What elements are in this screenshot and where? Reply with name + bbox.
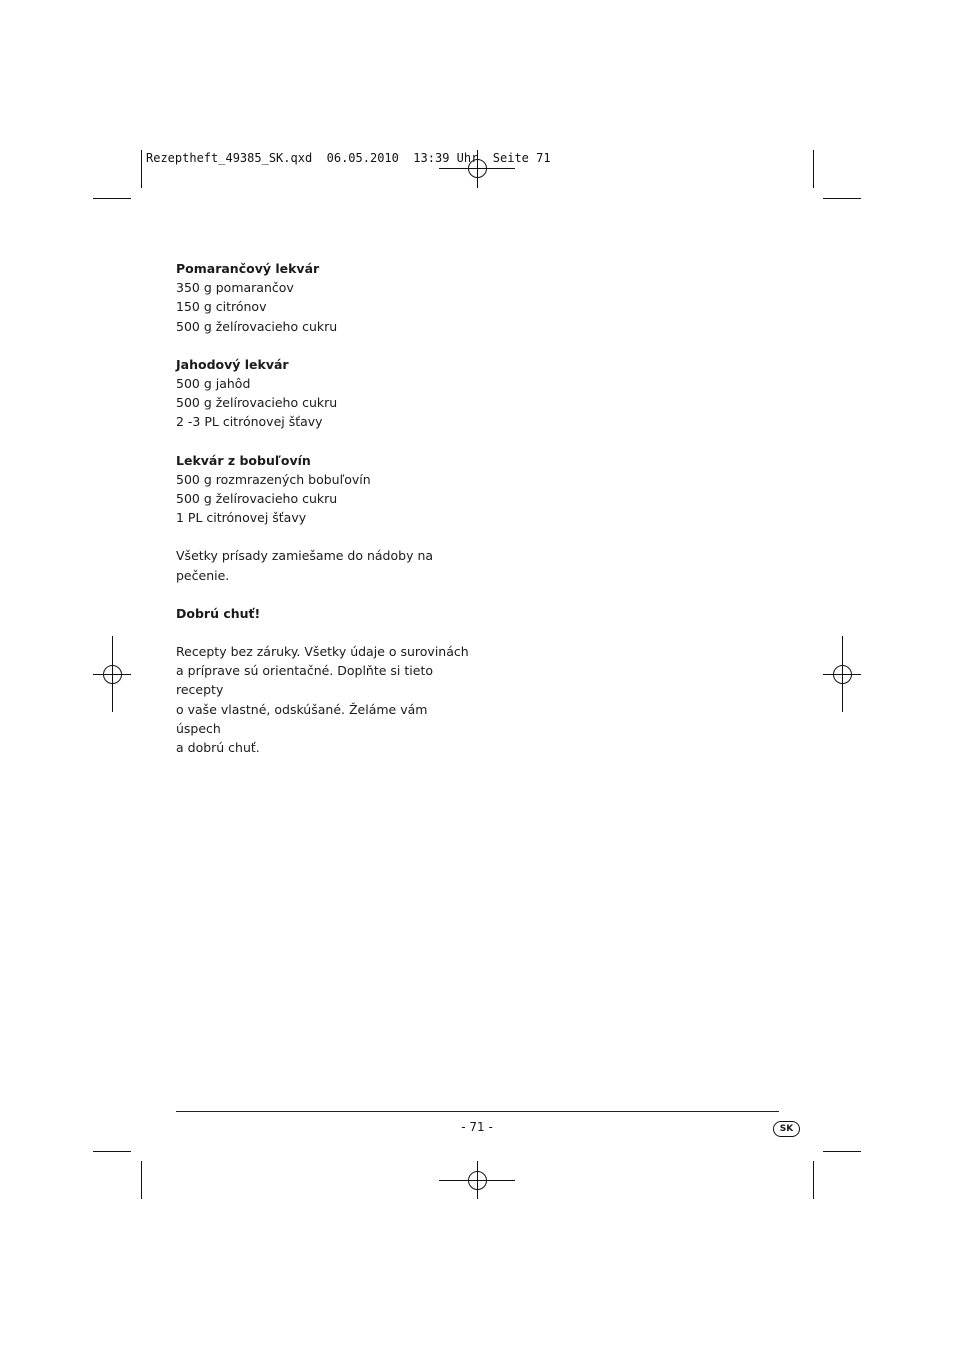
recipe-strawberry-jam bbox=[176, 355, 476, 432]
ingredient-line: 1 PL citrónovej šťavy bbox=[176, 510, 307, 526]
recipe-orange-jam bbox=[176, 259, 476, 336]
disclaimer-line: a príprave sú orientačné. Doplňte si tieto recepty bbox=[176, 663, 433, 698]
recipe-berry-jam bbox=[176, 451, 476, 528]
disclaimer-line: Recepty bez záruky. Všetky údaje o surovinách bbox=[176, 644, 469, 660]
instruction-text: Všetky prísady zamiešame do nádoby na pečenie. bbox=[176, 548, 434, 583]
language-badge: SK bbox=[773, 1121, 800, 1137]
ingredient-line: 500 g želírovacieho cukru bbox=[176, 395, 338, 411]
recipe-title: Lekvár z bobuľovín bbox=[176, 452, 311, 468]
ingredient-line: 2 -3 PL citrónovej šťavy bbox=[176, 414, 323, 430]
ingredient-line: 500 g želírovacieho cukru bbox=[176, 491, 338, 507]
footer-rule bbox=[176, 1111, 779, 1112]
ingredient-line: 500 g jahôd bbox=[176, 376, 251, 392]
print-slug: Rezeptheft_49385_SK.qxd 06.05.2010 13:39 Uhr Seite 71 bbox=[146, 151, 551, 165]
page-number: - 71 - bbox=[461, 1120, 493, 1134]
ingredient-line: 500 g želírovacieho cukru bbox=[176, 318, 338, 334]
instruction-block bbox=[176, 546, 476, 584]
recipe-title: Jahodový lekvár bbox=[176, 356, 289, 372]
closing-heading: Dobrú chuť! bbox=[176, 605, 261, 621]
recipe-title: Pomarančový lekvár bbox=[176, 261, 320, 276]
disclaimer-line: a dobrú chuť. bbox=[176, 740, 260, 756]
ingredient-line: 500 g rozmrazených bobuľovín bbox=[176, 471, 371, 487]
disclaimer-line: o vaše vlastné, odskúšané. Želáme vám úspech bbox=[176, 701, 428, 736]
ingredient-line: 350 g pomarančov bbox=[176, 280, 294, 296]
closing-block bbox=[176, 604, 476, 623]
disclaimer-block bbox=[176, 642, 476, 757]
ingredient-line: 150 g citrónov bbox=[176, 299, 267, 315]
recipe-content bbox=[176, 259, 476, 776]
